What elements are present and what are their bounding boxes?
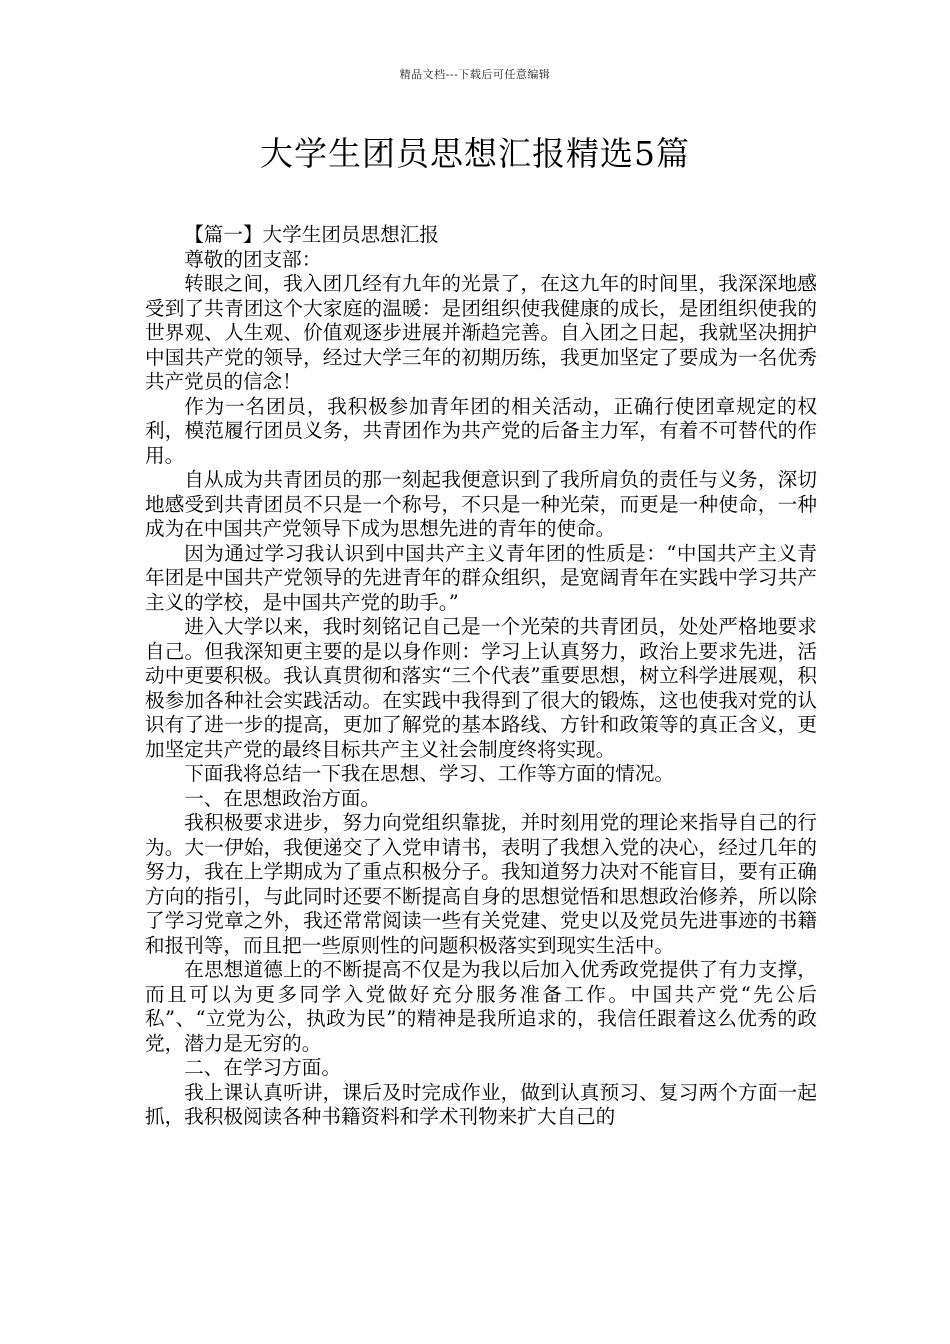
paragraph: 转眼之间，我入团几经有九年的光景了，在这九年的时间里，我深深地感受到了共青团这个大家庭的温暖：是团组织使我健康的成长，是团组织使我的世界观、人生观、价值观逐步进展并渐趋完善。自入团之日起，我就坚决拥护中国共产党的领导，经过大学三年的初期历练，我更加坚定了要成为一名优秀共产党员的信念！ bbox=[145, 272, 817, 393]
salutation: 尊敬的团支部： bbox=[184, 247, 322, 271]
paragraph: 因为通过学习我认识到中国共产主义青年团的性质是：“中国共产主义青年团是中国共产党领导的先进青年的群众组织，是宽阔青年在实践中学习共产主义的学校，是中国共产党的助手。” bbox=[145, 541, 817, 614]
section-heading: 【篇一】大学生团员思想汇报 bbox=[184, 223, 439, 246]
paragraph: 在思想道德上的不断提高不仅是为我以后加入优秀政党提供了有力支撑，而且可以为更多同学入党做好充分服务准备工作。中国共产党“先公后私”、“立党为公，执政为民”的精神是我所追求的，我信任跟着这么优秀的政党，潜力是无穷的。 bbox=[145, 958, 817, 1055]
subsection-heading: 二、在学习方面。 bbox=[184, 1056, 341, 1079]
document-title: 大学生团员思想汇报精选5篇 bbox=[260, 134, 690, 173]
paragraph: 下面我将总结一下我在思想、学习、工作等方面的情况。 bbox=[184, 762, 675, 785]
document-body bbox=[145, 223, 817, 1130]
paragraph: 自从成为共青团员的那一刻起我便意识到了我所肩负的责任与义务，深切地感受到共青团员不只是一个称号，不只是一种光荣，而更是一种使命，一种成为在中国共产党领导下成为思想先进的青年的使命。 bbox=[145, 468, 817, 540]
paragraph: 我上课认真听讲，课后及时完成作业，做到认真预习、复习两个方面一起抓，我积极阅读各种书籍资料和学术刊物来扩大自己的 bbox=[145, 1080, 817, 1128]
paragraph: 进入大学以来，我时刻铭记自己是一个光荣的共青团员，处处严格地要求自己。但我深知更主要的是以身作则：学习上认真努力，政治上要求先进，活动中更要积极。我认真贯彻和落实“三个代表”重要思想，树立科学进展观，积极参加各种社会实践活动。在实践中我得到了很大的锻炼，这也使我对党的认识有了进一步的提高，更加了解党的基本路线、方针和政策等的真正含义，更加坚定共产党的最终目标共产主义社会制度终将实现。 bbox=[145, 615, 817, 761]
subsection-heading: 一、在思想政治方面。 bbox=[184, 786, 381, 810]
paragraph: 作为一名团员，我积极参加青年团的相关活动，正确行使团章规定的权利，模范履行团员义务，共青团作为共产党的后备主力军，有着不可替代的作用。 bbox=[145, 394, 817, 467]
page-header-note: 精品文档---下载后可任意编辑 bbox=[399, 68, 551, 81]
paragraph: 我积极要求进步，努力向党组织靠拢，并时刻用党的理论来指导自己的行为。大一伊始，我便递交了入党申请书，表明了我想入党的决心，经过几年的努力，我在上学期成为了重点积极分子。我知道努力决对不能盲目，要有正确方向的指引，与此同时还要不断提高自身的思想觉悟和思想政治修养，所以除了学习党章之外，我还常常阅读一些有关党建、党史以及党员先进事迹的书籍和报刊等，而且把一些原则性的问题积极落实到现实生活中。 bbox=[145, 811, 817, 957]
